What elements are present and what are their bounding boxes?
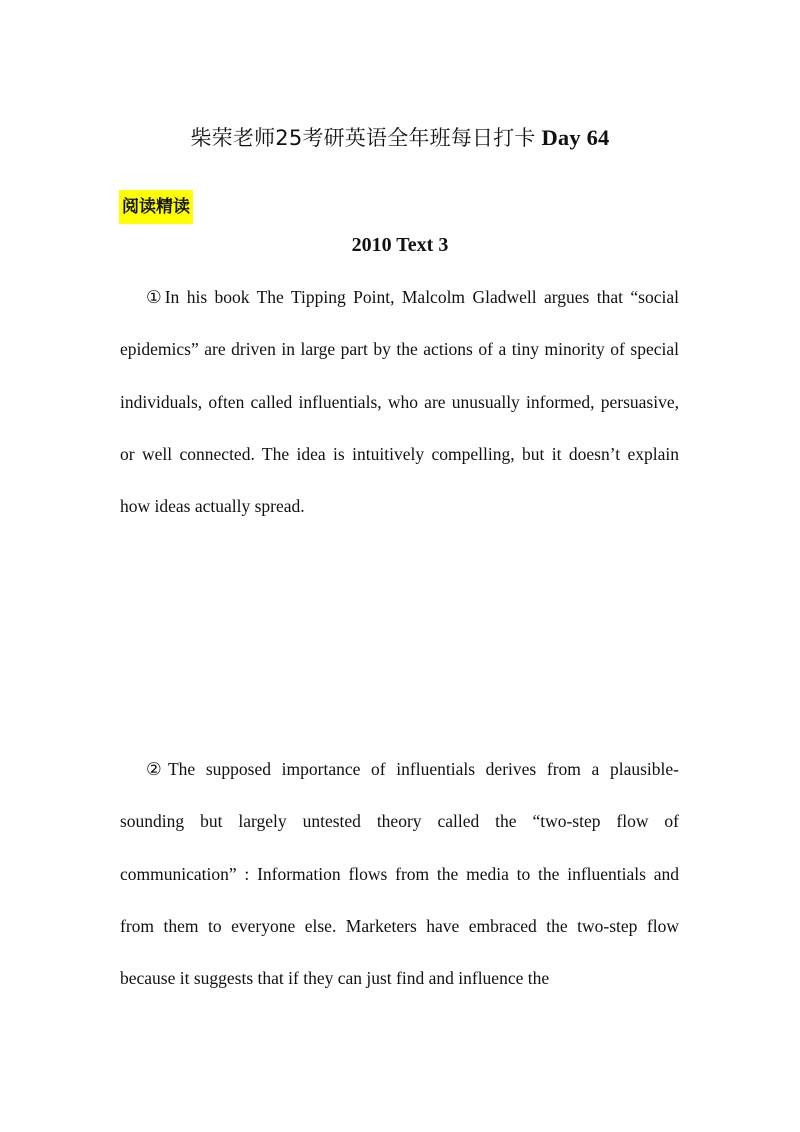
paragraph-1: ①In his book The Tipping Point, Malcolm Gladwell argues that “social epidemics” are driven in large part by the actions of a tiny minority of special individuals, often called influentials, who are unusually informed, persuasive, or well connected. The idea is intuitively compelling, but it doesn’t explain how ideas actually spread. (120, 287, 679, 517)
page-title-chinese: 柴荣老师25考研英语全年班每日打卡 (190, 126, 536, 150)
page-title (0, 122, 800, 152)
section-label-highlight: 阅读精读 (119, 190, 193, 224)
page-title-day: Day 64 (541, 125, 610, 150)
text-heading: 2010 Text 3 (351, 234, 449, 256)
paragraph-2: ②The supposed importance of influentials derives from a plausible-sounding but largely untested theory called the “two-step flow of communication” : Information flows from the media to the influentials and from them to everyone else. Marketers have embraced the two-step flow because it suggests that if they can just find and influence the (120, 759, 679, 989)
